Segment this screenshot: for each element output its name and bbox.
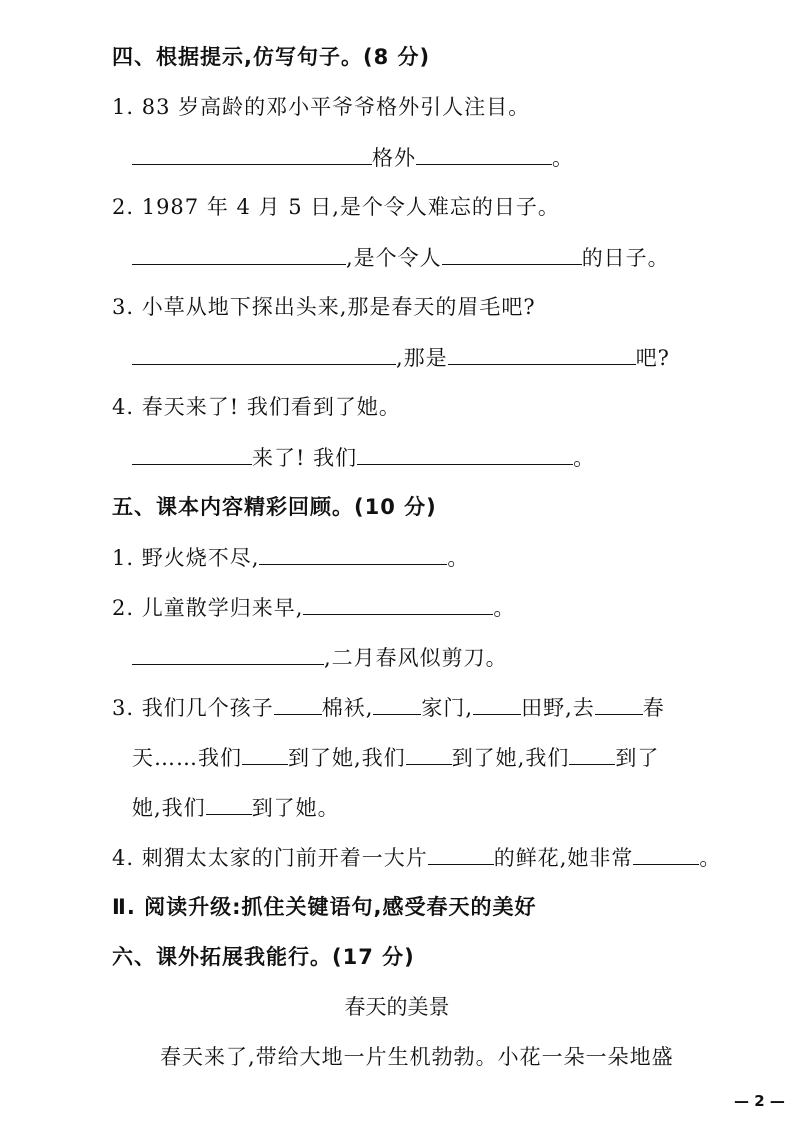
section-5-heading: 五、课本内容精彩回顾。(10 分) bbox=[112, 495, 437, 519]
answer-blank[interactable] bbox=[569, 742, 615, 765]
part-2-heading: Ⅱ. 阅读升级:抓住关键语句,感受春天的美好 bbox=[112, 895, 537, 919]
answer-blank[interactable] bbox=[416, 142, 552, 165]
answer-blank[interactable] bbox=[132, 142, 372, 165]
q5-3-line-2: 天……我们 到了她,我们 到了她,我们 到了 bbox=[132, 742, 659, 773]
answer-blank[interactable] bbox=[633, 842, 699, 865]
answer-blank[interactable] bbox=[259, 542, 447, 565]
q4-1-prompt: 1. 83 岁高龄的邓小平爷爷格外引人注目。 bbox=[112, 95, 531, 119]
answer-blank[interactable] bbox=[373, 692, 421, 715]
q5-2-line-2: ,二月春风似剪刀。 bbox=[132, 642, 508, 673]
q4-4-answer-line: 来了! 我们 。 bbox=[132, 442, 595, 473]
answer-blank[interactable] bbox=[132, 442, 252, 465]
q4-4-prompt: 4. 春天来了! 我们看到了她。 bbox=[112, 395, 401, 419]
q5-3-line-1: 3. 我们几个孩子 棉袄, 家门, 田野,去 春 bbox=[112, 692, 665, 723]
reading-title: 春天的美景 bbox=[344, 995, 450, 1019]
q4-1-answer-line: 格外 。 bbox=[132, 142, 574, 173]
answer-blank[interactable] bbox=[132, 642, 324, 665]
answer-blank[interactable] bbox=[442, 242, 582, 265]
q4-2-prompt: 2. 1987 年 4 月 5 日,是个令人难忘的日子。 bbox=[112, 195, 560, 219]
q4-3-prompt: 3. 小草从地下探出头来,那是春天的眉毛吧? bbox=[112, 295, 536, 319]
q5-2-line: 2. 儿童散学归来早, 。 bbox=[112, 592, 515, 623]
q5-3-line-3: 她,我们 到了她。 bbox=[132, 792, 340, 823]
answer-blank[interactable] bbox=[206, 792, 252, 815]
section-6-heading: 六、课外拓展我能行。(17 分) bbox=[112, 945, 415, 969]
answer-blank[interactable] bbox=[406, 742, 452, 765]
q4-2-answer-line: ,是个令人 的日子。 bbox=[132, 242, 670, 273]
reading-text: 春天来了,带给大地一片生机勃勃。小花一朵一朵地盛 bbox=[160, 1045, 674, 1069]
page-number: — 2 — bbox=[734, 1092, 785, 1110]
answer-blank[interactable] bbox=[132, 342, 396, 365]
answer-blank[interactable] bbox=[595, 692, 643, 715]
q5-1-line: 1. 野火烧不尽, 。 bbox=[112, 542, 469, 573]
answer-blank[interactable] bbox=[357, 442, 573, 465]
answer-blank[interactable] bbox=[303, 592, 493, 615]
answer-blank[interactable] bbox=[448, 342, 636, 365]
answer-blank[interactable] bbox=[242, 742, 288, 765]
answer-blank[interactable] bbox=[274, 692, 322, 715]
answer-blank[interactable] bbox=[132, 242, 346, 265]
answer-blank[interactable] bbox=[428, 842, 494, 865]
q4-3-answer-line: ,那是 吧? bbox=[132, 342, 670, 373]
q5-4-line: 4. 刺猬太太家的门前开着一大片 的鲜花,她非常 。 bbox=[112, 842, 721, 873]
section-4-heading: 四、根据提示,仿写句子。(8 分) bbox=[112, 45, 431, 69]
answer-blank[interactable] bbox=[473, 692, 521, 715]
